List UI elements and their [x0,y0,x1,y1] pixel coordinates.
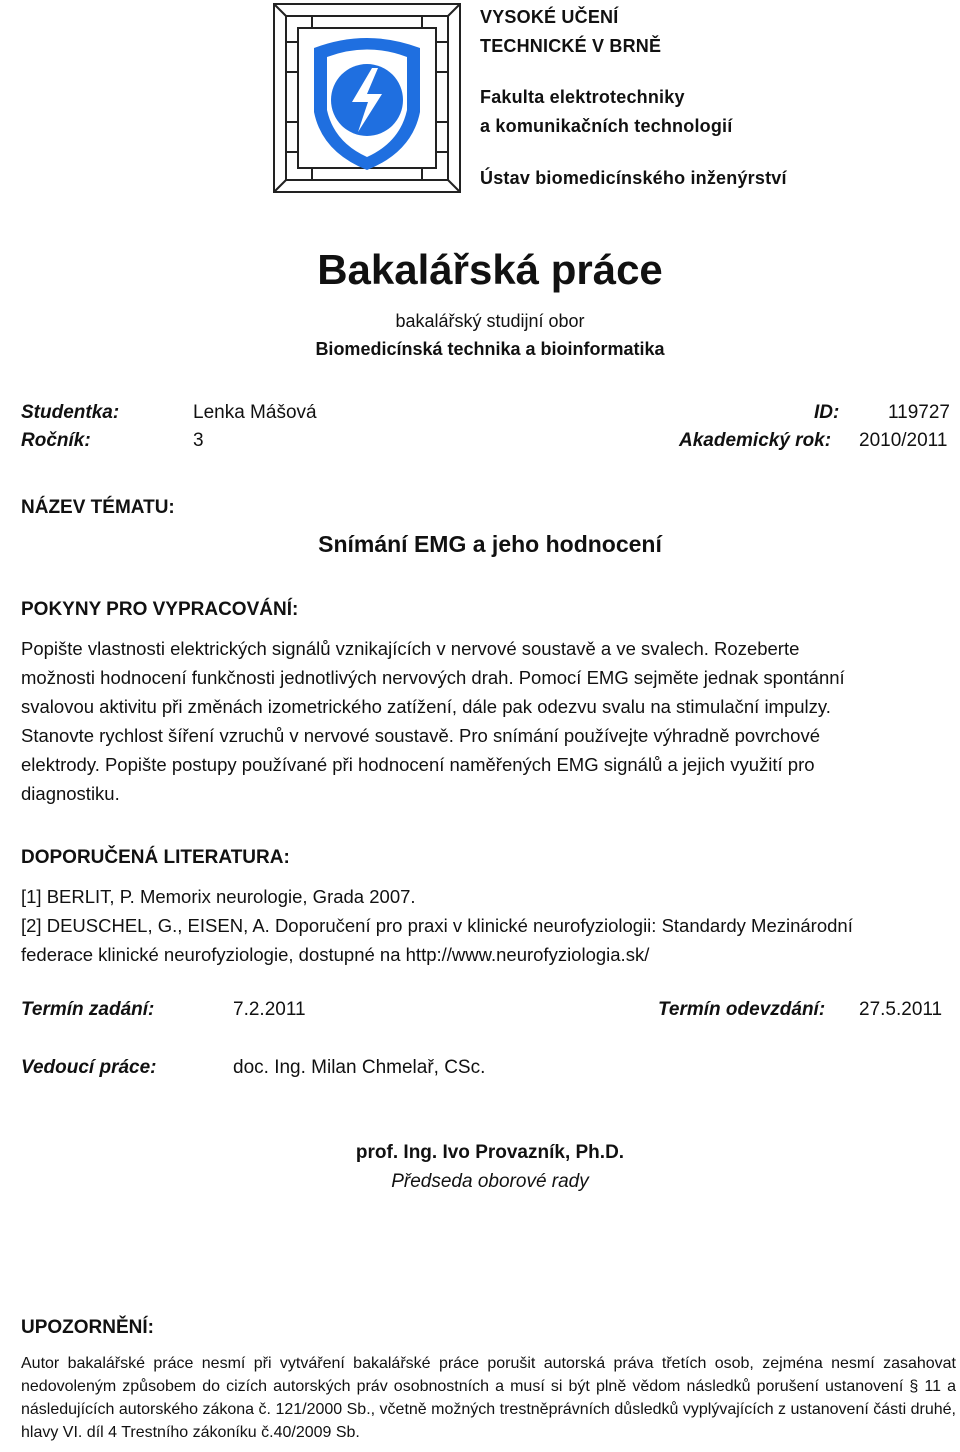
university-line2: TECHNICKÉ V BRNĚ [480,36,662,56]
instructions-line: elektrody. Popište postupy používané při hodnocení naměřených EMG signálů a jejich využití pro [21,754,815,775]
warning-text: Autor bakalářské práce nesmí při vytváření bakalářské práce porušit autorská práva třetích osob, zejména nesmí zasahovat nedovoleným způsobem do cizích autorských práv osobnostních a musí si být plně vědom následků porušení ustanovení § 11 a následujících autorského zákona č. 121/2000 Sb., včetně možných trestněprávních důsledků vyplývajících z ustanovení části druhé, hlavy VI. díl 4 Trestního zákoníku č.40/2009 Sb. [21,1355,956,1441]
submit-date-value: 27.5.2011 [859,999,943,1020]
university-line1: VYSOKÉ UČENÍ [480,7,619,27]
student-label: Studentka: [21,402,120,423]
faculty-line1: Fakulta elektrotechniky [480,87,685,107]
university-name [480,3,661,61]
literature-item: federace klinické neurofyziologie, dostupné na http://www.neurofyziologia.sk/ [21,944,650,965]
id-label: ID: [814,402,840,423]
document-title: Bakalářská práce [317,246,663,293]
literature-item: [1] BERLIT, P. Memorix neurologie, Grada 2007. [21,886,416,907]
instructions-text [21,634,941,808]
instructions-line: možnosti hodnocení funkčnosti jednotlivých nervových drah. Pomocí EMG sejměte jednak spontánní [21,667,845,688]
year-value: 3 [193,430,204,451]
academic-year-value: 2010/2011 [859,430,948,451]
academic-year-label: Akademický rok: [679,430,832,451]
chair-role: Předseda oborové rady [391,1171,589,1192]
instructions-line: Stanovte rychlost šíření vzruchů v nervové soustavě. Pro snímání používejte výhradně povrchové [21,725,820,746]
supervisor-name: doc. Ing. Milan Chmelař, CSc. [233,1057,486,1078]
topic-heading: NÁZEV TÉMATU: [21,497,175,518]
instructions-line: Popište vlastnosti elektrických signálů vznikajících v nervové soustavě a ve svalech. Rozeberte [21,638,800,659]
instructions-line: svalovou aktivitu při změnách izometrického zatížení, dále pak odezvu svalu na stimulační impulzy. [21,696,831,717]
assign-date-label: Termín zadání: [21,999,155,1020]
faculty-name [480,83,732,141]
literature-heading: DOPORUČENÁ LITERATURA: [21,847,290,868]
warning-heading: UPOZORNĚNÍ: [21,1317,154,1338]
faculty-line2: a komunikačních technologií [480,116,733,136]
institute-name: Ústav biomedicínského inženýrství [480,168,787,188]
submit-date-label: Termín odevzdání: [658,999,826,1020]
student-name: Lenka Mášová [193,402,317,423]
year-label: Ročník: [21,430,91,451]
university-logo-icon [272,2,462,194]
study-field: Biomedicínská technika a bioinformatika [315,339,665,359]
instructions-line: diagnostiku. [21,783,120,804]
supervisor-label: Vedoucí práce: [21,1057,157,1078]
study-program: bakalářský studijní obor [395,311,585,331]
chair-name: prof. Ing. Ivo Provazník, Ph.D. [355,1142,625,1163]
assign-date-value: 7.2.2011 [233,999,306,1020]
id-value: 119727 [888,402,950,423]
instructions-heading: POKYNY PRO VYPRACOVÁNÍ: [21,599,299,620]
literature-item: [2] DEUSCHEL, G., EISEN, A. Doporučení pro praxi v klinické neurofyziologii: Standardy Mezinárodní [21,915,853,936]
topic-title: Snímání EMG a jeho hodnocení [318,531,662,557]
